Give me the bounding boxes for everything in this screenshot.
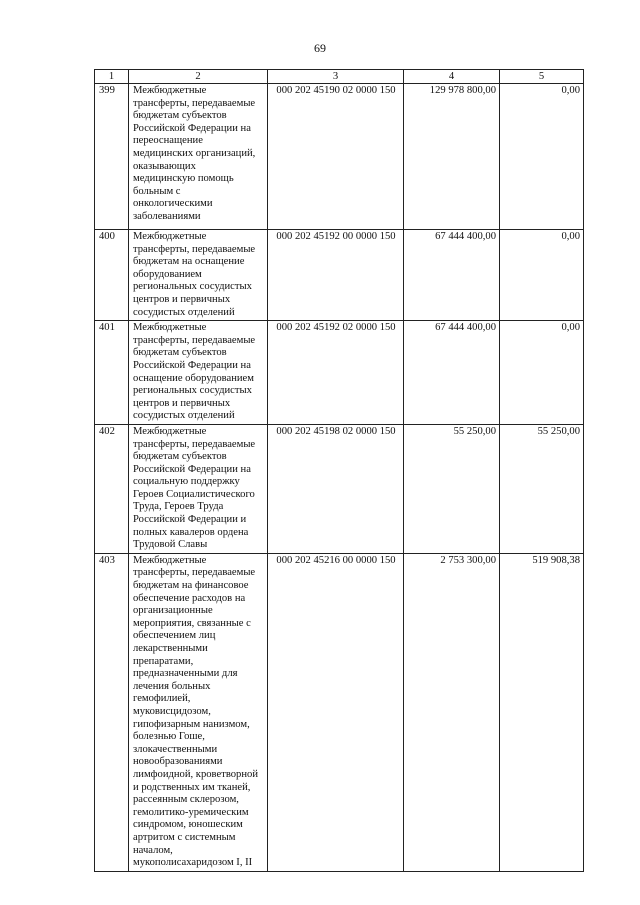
row-number: 403 xyxy=(95,553,129,871)
row-amount-col4: 67 444 400,00 xyxy=(404,230,500,321)
row-amount-col5: 0,00 xyxy=(500,230,584,321)
row-description: Межбюджетные трансферты, передаваемые бюджетам на финансовое обеспечение расходов на организационные мероприятия, связанные с обеспечением лиц лекарственными препаратами, предназначенными для лечения больных гемофилией, муковисцидозом, гипофизарным нанизмом, болезнью Гоше, злокачественными новообразованиями лимфоидной, кроветворной и родственных им тканей, рассеянным склерозом, гемолитико-уремическим синдромом, юношеским артритом с системным началом, мукополисахаридозом I, II xyxy=(129,553,268,871)
row-description: Межбюджетные трансферты, передаваемые бюджетам субъектов Российской Федерации на оснащение оборудованием региональных сосудистых центров и первичных сосудистых отделений xyxy=(129,321,268,425)
table-row xyxy=(95,553,584,871)
column-header-5: 5 xyxy=(500,70,584,84)
row-amount-col5: 519 908,38 xyxy=(500,553,584,871)
row-amount-col4: 67 444 400,00 xyxy=(404,321,500,425)
row-code: 000 202 45190 02 0000 150 xyxy=(268,84,404,230)
table-row xyxy=(95,424,584,553)
column-header-2: 2 xyxy=(129,70,268,84)
row-description: Межбюджетные трансферты, передаваемые бюджетам на оснащение оборудованием региональных сосудистых центров и первичных сосудистых отделений xyxy=(129,230,268,321)
table-row xyxy=(95,84,584,230)
row-amount-col4: 129 978 800,00 xyxy=(404,84,500,230)
row-number: 399 xyxy=(95,84,129,230)
row-code: 000 202 45198 02 0000 150 xyxy=(268,424,404,553)
row-amount-col5: 0,00 xyxy=(500,321,584,425)
column-header-4: 4 xyxy=(404,70,500,84)
row-description: Межбюджетные трансферты, передаваемые бюджетам субъектов Российской Федерации на переоснащение медицинских организаций, оказывающих медицинскую помощь больным с онкологическими заболеваниями xyxy=(129,84,268,230)
row-code: 000 202 45216 00 0000 150 xyxy=(268,553,404,871)
row-number: 402 xyxy=(95,424,129,553)
row-amount-col5: 0,00 xyxy=(500,84,584,230)
row-number: 401 xyxy=(95,321,129,425)
row-amount-col5: 55 250,00 xyxy=(500,424,584,553)
row-amount-col4: 2 753 300,00 xyxy=(404,553,500,871)
budget-table xyxy=(94,69,584,872)
row-description: Межбюджетные трансферты, передаваемые бюджетам субъектов Российской Федерации на социальную поддержку Героев Социалистического Труда, Героев Труда Российской Федерации и полных кавалеров ордена Трудовой Славы xyxy=(129,424,268,553)
row-code: 000 202 45192 02 0000 150 xyxy=(268,321,404,425)
row-code: 000 202 45192 00 0000 150 xyxy=(268,230,404,321)
table-header-row xyxy=(95,70,584,84)
table-row xyxy=(95,321,584,425)
row-number: 400 xyxy=(95,230,129,321)
column-header-3: 3 xyxy=(268,70,404,84)
table-row xyxy=(95,230,584,321)
column-header-1: 1 xyxy=(95,70,129,84)
page-number: 69 xyxy=(314,41,326,55)
row-amount-col4: 55 250,00 xyxy=(404,424,500,553)
